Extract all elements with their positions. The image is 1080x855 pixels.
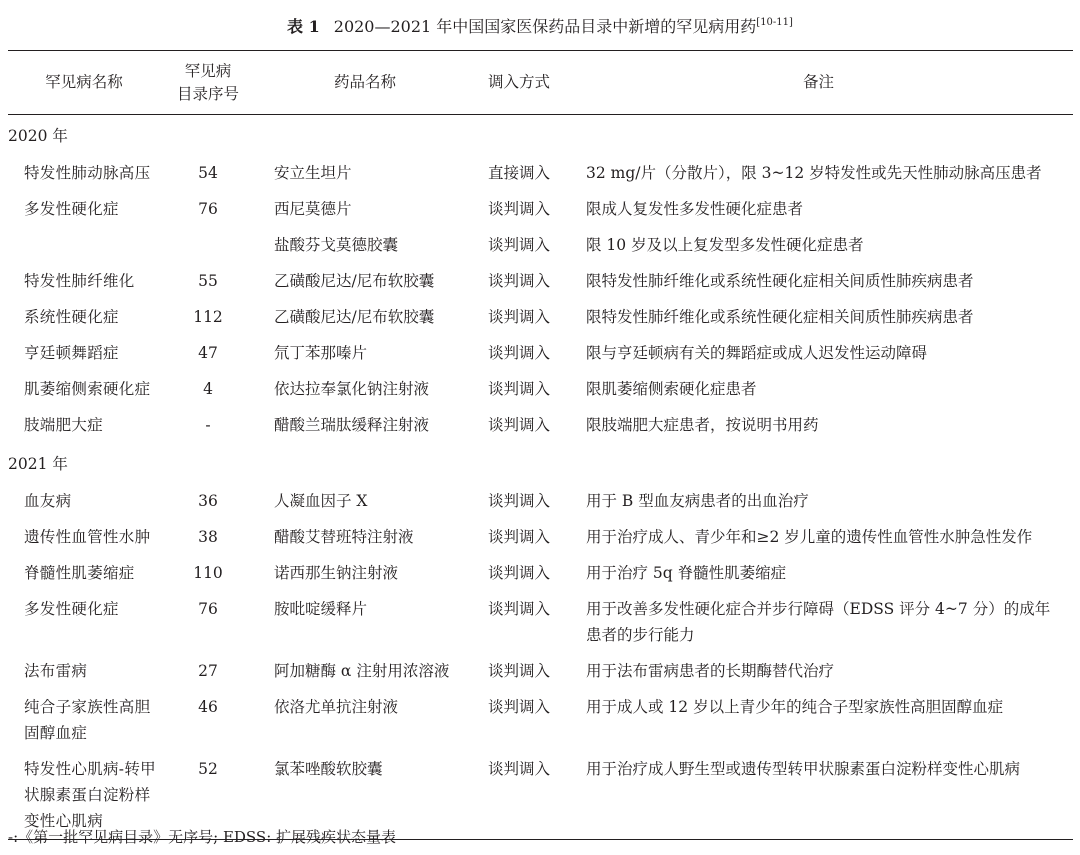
disease-name-cell: 特发性心肌病-转甲状腺素蛋白淀粉样变性心肌病 <box>24 760 156 830</box>
note-cell: 用于治疗成人、青少年和≥2 岁儿童的遗传性血管性水肿急性发作 <box>586 528 1033 546</box>
inclusion-mode-cell: 直接调入 <box>487 164 550 182</box>
inclusion-mode-cell: 谈判调入 <box>487 344 550 362</box>
disease-name-cell: 多发性硬化症 <box>24 600 119 618</box>
note-cell: 用于 B 型血友病患者的出血治疗 <box>586 492 809 510</box>
catalog-number-cell: 36 <box>198 492 218 510</box>
note-cell: 限与亨廷顿病有关的舞蹈症或成人迟发性运动障碍 <box>586 344 928 362</box>
header-drug-name: 药品名称 <box>333 73 396 91</box>
drug-table-container <box>8 50 1073 840</box>
note-cell: 限特发性肺纤维化或系统性硬化症相关间质性肺疾病患者 <box>586 272 974 290</box>
disease-name-cell: 法布雷病 <box>24 662 88 680</box>
note-cell: 用于法布雷病患者的长期酶替代治疗 <box>586 662 835 680</box>
disease-name-cell: 多发性硬化症 <box>24 200 119 218</box>
header-catalog-number: 罕见病 目录序号 <box>176 61 239 103</box>
header-inclusion-mode: 调入方式 <box>487 73 550 91</box>
table-row <box>8 407 1073 443</box>
disease-name-cell: 特发性肺纤维化 <box>24 272 135 290</box>
catalog-number-cell: 38 <box>198 528 218 546</box>
table-row <box>8 483 1073 519</box>
header-notes: 备注 <box>802 73 834 91</box>
disease-name-cell: 纯合子家族性高胆固醇血症 <box>24 698 151 742</box>
catalog-number-cell: 4 <box>203 380 213 398</box>
table-row <box>8 335 1073 371</box>
disease-name-cell: 肢端肥大症 <box>24 416 104 434</box>
drug-name-cell: 安立生坦片 <box>274 164 352 182</box>
inclusion-mode-cell: 谈判调入 <box>487 564 550 582</box>
table-row <box>8 371 1073 407</box>
catalog-number-cell: 52 <box>198 760 218 778</box>
note-cell: 用于成人或 12 岁以上青少年的纯合子型家族性高胆固醇血症 <box>586 698 1004 716</box>
catalog-number-cell: 55 <box>198 272 218 290</box>
note-cell: 限 10 岁及以上复发型多发性硬化症患者 <box>586 236 864 254</box>
drug-name-cell: 醋酸兰瑞肽缓释注射液 <box>274 416 430 434</box>
drug-name-cell: 氯苯唑酸软胶囊 <box>274 760 383 778</box>
catalog-number-cell: 112 <box>193 308 223 326</box>
table-row <box>8 555 1073 591</box>
table-row <box>8 653 1073 689</box>
drug-name-cell: 阿加糖酶 α 注射用浓溶液 <box>274 662 450 680</box>
catalog-number-cell: 76 <box>198 200 218 218</box>
drug-name-cell: 人凝血因子 X <box>274 492 368 510</box>
rare-disease-drug-table <box>8 50 1073 840</box>
table-row <box>8 155 1073 191</box>
year-group-row <box>8 443 1073 483</box>
drug-name-cell: 乙磺酸尼达/尼布软胶囊 <box>274 272 435 290</box>
note-cell: 限肌萎缩侧索硬化症患者 <box>586 380 757 398</box>
catalog-number-cell: 27 <box>198 662 218 680</box>
inclusion-mode-cell: 谈判调入 <box>487 698 550 716</box>
table-row <box>8 299 1073 335</box>
table-row <box>8 191 1073 227</box>
catalog-number-cell: 110 <box>193 564 223 582</box>
inclusion-mode-cell: 谈判调入 <box>487 492 550 510</box>
drug-name-cell: 醋酸艾替班特注射液 <box>274 528 414 546</box>
catalog-number-cell: 47 <box>198 344 218 362</box>
table-row <box>8 689 1073 751</box>
drug-name-cell: 盐酸芬戈莫德胶囊 <box>274 236 399 254</box>
drug-name-cell: 西尼莫德片 <box>274 200 352 218</box>
table-header-row <box>8 51 1073 115</box>
table-row <box>8 519 1073 555</box>
table-footnote: -:《第一批罕见病目录》无序号; EDSS: 扩展残疾状态量表 <box>8 828 397 846</box>
disease-name-cell: 血友病 <box>24 492 72 510</box>
inclusion-mode-cell: 谈判调入 <box>487 236 550 254</box>
table-row <box>8 263 1073 299</box>
inclusion-mode-cell: 谈判调入 <box>487 308 550 326</box>
note-cell: 限肢端肥大症患者，按说明书用药 <box>586 416 819 434</box>
inclusion-mode-cell: 谈判调入 <box>487 600 550 618</box>
disease-name-cell: 肌萎缩侧索硬化症 <box>24 380 151 398</box>
table-label: 表 1 <box>287 17 320 36</box>
table-title: 2020—2021 年中国国家医保药品目录中新增的罕见病用药 <box>333 17 757 36</box>
disease-name-cell: 特发性肺动脉高压 <box>24 164 151 182</box>
disease-name-cell: 亨廷顿舞蹈症 <box>24 344 119 362</box>
drug-name-cell: 诺西那生钠注射液 <box>274 564 399 582</box>
note-cell: 用于改善多发性硬化症合并步行障碍（EDSS 评分 4~7 分）的成年患者的步行能力 <box>586 600 1051 644</box>
inclusion-mode-cell: 谈判调入 <box>487 272 550 290</box>
note-cell: 限特发性肺纤维化或系统性硬化症相关间质性肺疾病患者 <box>586 308 974 326</box>
reference-superscript: [10-11] <box>756 17 793 28</box>
inclusion-mode-cell: 谈判调入 <box>487 380 550 398</box>
catalog-number-cell: 76 <box>198 600 218 618</box>
table-body <box>8 115 1073 840</box>
drug-name-cell: 依达拉奉氯化钠注射液 <box>274 380 430 398</box>
note-cell: 用于治疗 5q 脊髓性肌萎缩症 <box>586 564 787 582</box>
drug-name-cell: 乙磺酸尼达/尼布软胶囊 <box>274 308 435 326</box>
drug-name-cell: 氘丁苯那嗪片 <box>274 344 368 362</box>
note-cell: 限成人复发性多发性硬化症患者 <box>586 200 804 218</box>
year-label: 2020 年 <box>8 127 68 145</box>
table-row <box>8 591 1073 653</box>
drug-name-cell: 胺吡啶缓释片 <box>274 600 368 618</box>
disease-name-cell: 遗传性血管性水肿 <box>24 528 151 546</box>
note-cell: 32 mg/片（分散片），限 3~12 岁特发性或先天性肺动脉高压患者 <box>586 164 1042 182</box>
table-caption <box>0 14 1080 37</box>
inclusion-mode-cell: 谈判调入 <box>487 416 550 434</box>
inclusion-mode-cell: 谈判调入 <box>487 760 550 778</box>
drug-name-cell: 依洛尤单抗注射液 <box>274 698 399 716</box>
disease-name-cell: 系统性硬化症 <box>24 308 119 326</box>
table-row <box>8 227 1073 263</box>
note-cell: 用于治疗成人野生型或遗传型转甲状腺素蛋白淀粉样变性心肌病 <box>586 760 1021 778</box>
year-label: 2021 年 <box>8 455 68 473</box>
disease-name-cell <box>8 227 160 263</box>
inclusion-mode-cell: 谈判调入 <box>487 200 550 218</box>
inclusion-mode-cell: 谈判调入 <box>487 528 550 546</box>
disease-name-cell: 脊髓性肌萎缩症 <box>24 564 135 582</box>
catalog-number-cell: 54 <box>198 164 218 182</box>
catalog-number-cell: - <box>205 416 211 434</box>
catalog-number-cell: 46 <box>198 698 218 716</box>
year-group-row <box>8 115 1073 156</box>
header-disease-name: 罕见病名称 <box>45 73 123 91</box>
inclusion-mode-cell: 谈判调入 <box>487 662 550 680</box>
catalog-number-cell <box>160 227 256 263</box>
